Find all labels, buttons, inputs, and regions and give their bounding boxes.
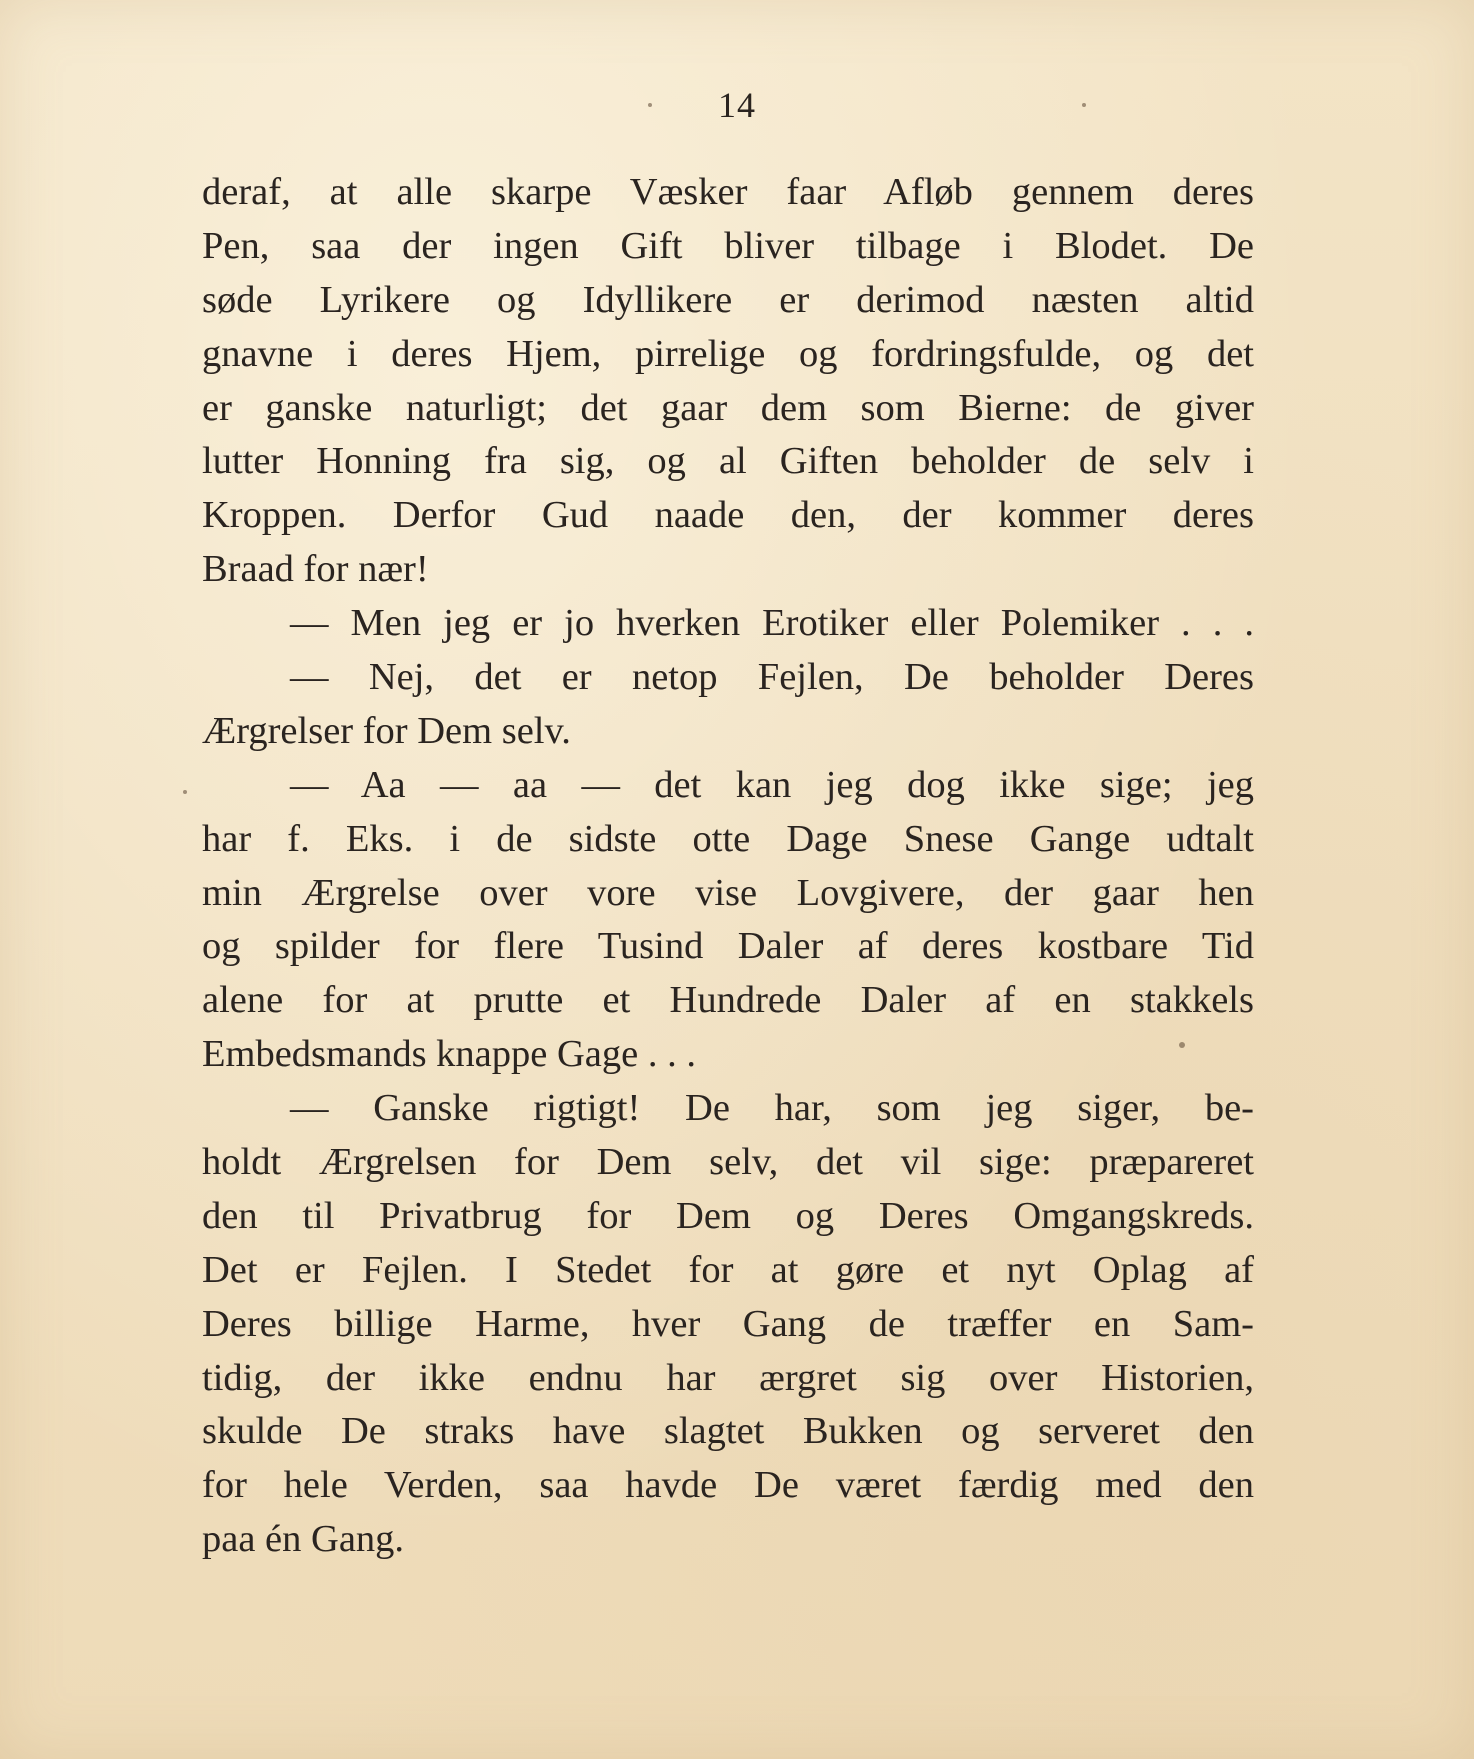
text-line: Embedsmands knappe Gage . . . [202,1033,696,1076]
text-line: deraf, at alle skarpe Væsker faar Afløb gennem deres [202,171,1254,213]
paper-fleck [183,790,187,794]
text-line: tidig, der ikke endnu har ærgret sig over Historien, [202,1356,1254,1399]
dialogue-line: — Aa — aa — det kan jeg dog ikke sige; jeg [290,763,1254,806]
body-text [202,166,1254,1567]
text-line: alene for at prutte et Hundrede Daler af en stakkels [202,979,1254,1022]
text-line: holdt Ærgrelsen for Dem selv, det vil sige: præpareret [202,1141,1254,1184]
text-line: Braad for nær! [202,548,429,591]
text-line: paa én Gang. [202,1518,405,1561]
text-line: Ærgrelser for Dem selv. [202,709,571,752]
text-line: Det er Fejlen. I Stedet for at gøre et nyt Oplag af [202,1248,1254,1291]
text-line: min Ærgrelse over vore vise Lovgivere, der gaar hen [202,871,1254,914]
text-line: er ganske naturligt; det gaar dem som Bierne: de giver [202,386,1254,429]
text-line: Pen, saa der ingen Gift bliver tilbage i Blodet. De [202,224,1254,267]
text-line: Deres billige Harme, hver Gang de træffer en Sam- [202,1302,1254,1345]
paper-fleck [1179,1042,1185,1048]
paper-fleck [648,103,652,107]
dialogue-line: — Nej, det er netop Fejlen, De beholder Deres [290,656,1254,699]
text-line: søde Lyrikere og Idyllikere er derimod næsten altid [202,278,1254,321]
text-line: gnavne i deres Hjem, pirrelige og fordringsfulde, og det [202,332,1254,375]
dialogue-line: — Ganske rigtigt! De har, som jeg siger, be- [290,1087,1254,1130]
text-line: for hele Verden, saa havde De været færdig med den [202,1464,1254,1507]
text-line: har f. Eks. i de sidste otte Dage Snese Gange udtalt [202,817,1254,860]
dialogue-line: — Men jeg er jo hverken Erotiker eller Polemiker . . . [290,602,1254,645]
text-line: Kroppen. Derfor Gud naade den, der kommer deres [202,494,1254,537]
text-line: og spilder for flere Tusind Daler af deres kostbare Tid [202,925,1254,968]
paper-fleck [1082,103,1086,107]
text-line: den til Privatbrug for Dem og Deres Omgangskreds. [202,1194,1254,1237]
text-line: skulde De straks have slagtet Bukken og serveret den [202,1410,1254,1453]
page-number: 14 [718,85,756,125]
text-line: lutter Honning fra sig, og al Giften beholder de selv i [202,440,1254,483]
